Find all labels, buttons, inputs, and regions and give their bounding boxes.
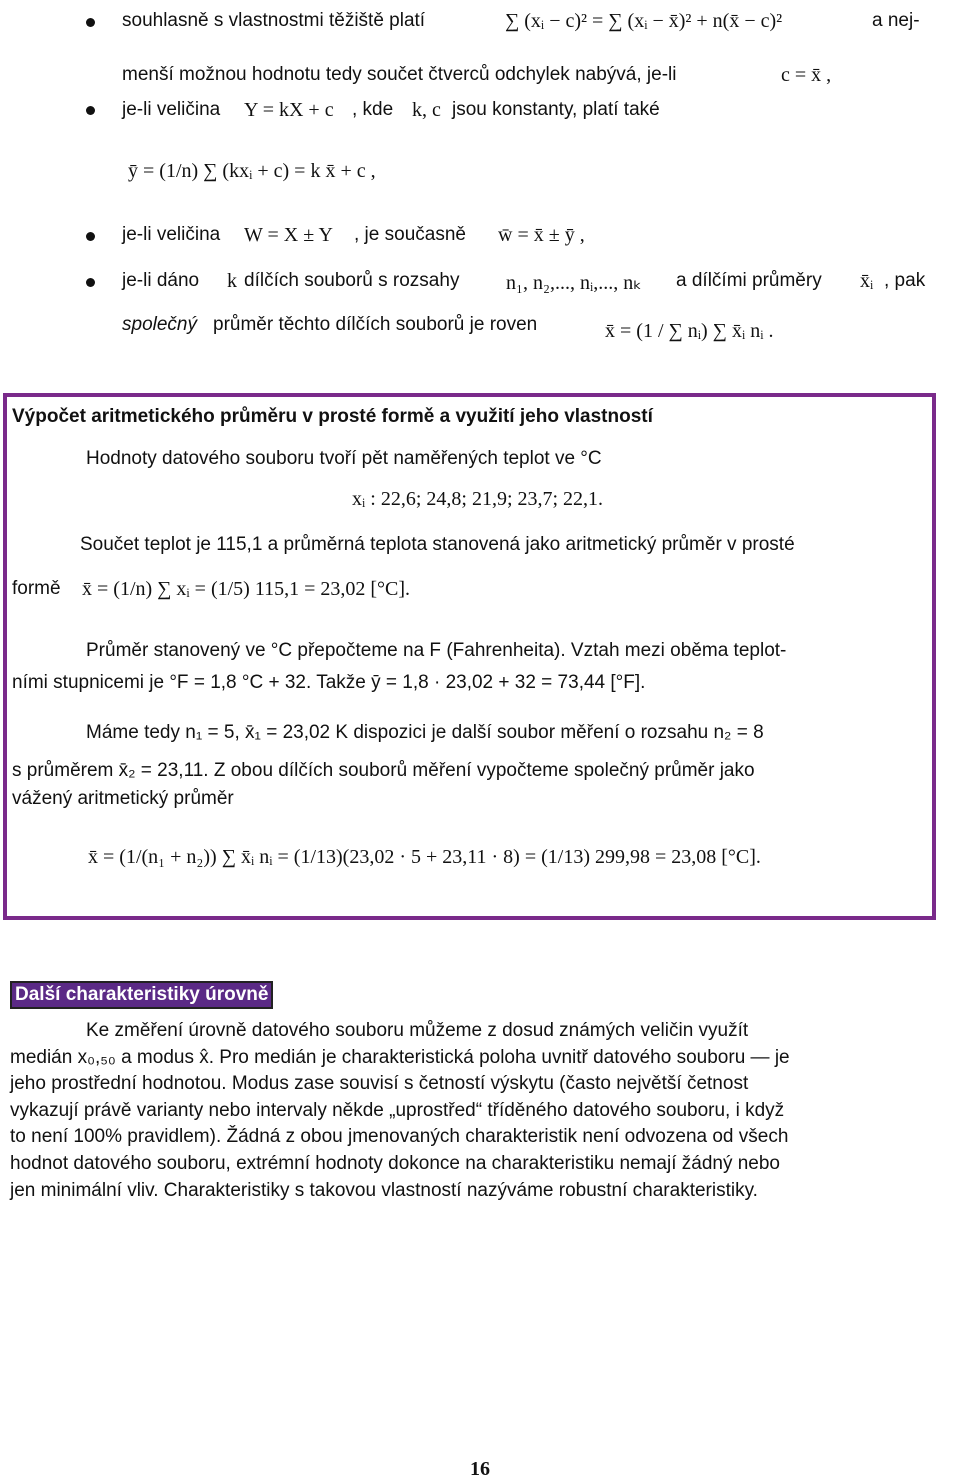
example-paragraph-3-line2: ními stupnicemi je °F = 1,8 °C + 32. Takže ȳ = 1,8 · 23,02 + 32 = 73,44 [°F]. [12, 672, 646, 693]
bullet-4-sizes: n₁, n₂,..., nᵢ,..., nₖ [506, 272, 642, 294]
example-final-formula: x̄ = (1/(n₁ + n₂)) ∑ x̄ᵢ nᵢ = (1/13)(23,02 · 5 + 23,11 · 8) = (1/13) 299,98 = 23,08 [°C]. [88, 846, 761, 868]
page-number: 16 [470, 1458, 490, 1480]
bullet-4-italic-word: společný [122, 314, 197, 335]
bullet-4-formula: x̄ = (1 / ∑ nᵢ) ∑ x̄ᵢ nᵢ . [605, 320, 774, 342]
example-paragraph-4-line3: vážený aritmetický průměr [12, 788, 234, 809]
example-paragraph-4-line2: s průměrem x̄₂ = 23,11. Z obou dílčích souborů měření vypočteme společný průměr jako [12, 760, 755, 781]
example-paragraph-2: Součet teplot je 115,1 a průměrná teplota stanovená jako aritmetický průměr v prosté [80, 534, 795, 555]
bullet-1-text: souhlasně s vlastnostmi těžiště platí [122, 10, 426, 31]
example-paragraph-1: Hodnoty datového souboru tvoří pět naměřených teplot ve °C [86, 448, 602, 469]
bullet-1-tail: a nej- [872, 10, 920, 31]
bullet-2-text-a: je-li veličina [122, 99, 221, 120]
bullet-1-condition: c = x̄ , [781, 64, 832, 86]
section-title: Další charakteristiky úrovně [10, 981, 273, 1009]
bullet-2-text-c: jsou konstanty, platí také [452, 99, 660, 120]
section-line: vykazují právě varianty nebo intervaly někde „uprostřed“ tříděného datového souboru, i když [10, 1099, 785, 1121]
bullet-1-line2: menší možnou hodnotu tedy součet čtverců odchylek nabývá, je-li [122, 64, 677, 85]
bullet-2-formula: Y = kX + c [244, 99, 334, 121]
bullet-3-result: w̄ = x̄ ± ȳ , [498, 224, 585, 246]
example-mean-formula: x̄ = (1/n) ∑ xᵢ = (1/5) 115,1 = 23,02 [°C]. [82, 578, 411, 600]
bullet-marker [86, 232, 95, 241]
section-line: hodnot datového souboru, extrémní hodnoty dokonce na charakteristiku nemají žádný nebo [10, 1152, 781, 1174]
bullet-4-text-a: je-li dáno [122, 270, 200, 291]
bullet-marker [86, 278, 95, 287]
bullet-3-text-b: , je současně [354, 224, 466, 245]
bullet-2-text-b: , kde [352, 99, 394, 120]
bullet-2-result: ȳ = (1/n) ∑ (kxᵢ + c) = k x̄ + c , [128, 160, 376, 182]
bullet-2-constants: k, c [412, 99, 441, 121]
section-line: to není 100% pravidlem). Žádná z obou jmenovaných charakteristik není odvozena od všech [10, 1126, 789, 1148]
section-line: jeho prostřední hodnotou. Modus zase souvisí s četností výskytu (často největší četnost [10, 1073, 749, 1095]
bullet-4-text-c: a dílčími průměry [676, 270, 822, 291]
bullet-3-formula: W = X ± Y [244, 224, 333, 246]
bullet-4-means: x̄ᵢ [860, 270, 874, 292]
example-values: xᵢ : 22,6; 24,8; 21,9; 23,7; 22,1. [352, 488, 604, 510]
bullet-1-formula: ∑ (xᵢ − c)² = ∑ (xᵢ − x̄)² + n(x̄ − c)² [505, 10, 783, 32]
section-line: medián x₀,₅₀ a modus x̂. Pro medián je charakteristická poloha uvnitř datového souboru — je [10, 1046, 790, 1068]
section-line: Ke změření úrovně datového souboru můžeme z dosud známých veličin využít [86, 1020, 749, 1041]
bullet-3-text-a: je-li veličina [122, 224, 221, 245]
example-paragraph-2-word: formě [12, 578, 61, 599]
example-paragraph-3: Průměr stanovený ve °C přepočteme na F (Fahrenheita). Vztah mezi oběma teplot- [86, 640, 787, 661]
bullet-4-line2: průměr těchto dílčích souborů je roven [213, 314, 538, 335]
bullet-marker [86, 106, 95, 115]
bullet-4-text-d: , pak [884, 270, 926, 291]
bullet-4-k: k [227, 270, 237, 292]
example-paragraph-4: Máme tedy n₁ = 5, x̄₁ = 23,02 K dispozici je další soubor měření o rozsahu n₂ = 8 [86, 722, 764, 743]
section-paragraph [10, 1018, 934, 1204]
section-line: jen minimální vliv. Charakteristiky s takovou vlastností nazýváme robustní charakteristiky. [10, 1179, 758, 1201]
example-title: Výpočet aritmetického průměru v prosté formě a využití jeho vlastností [12, 406, 653, 427]
bullet-marker [86, 18, 95, 27]
bullet-4-text-b: dílčích souborů s rozsahy [244, 270, 460, 291]
